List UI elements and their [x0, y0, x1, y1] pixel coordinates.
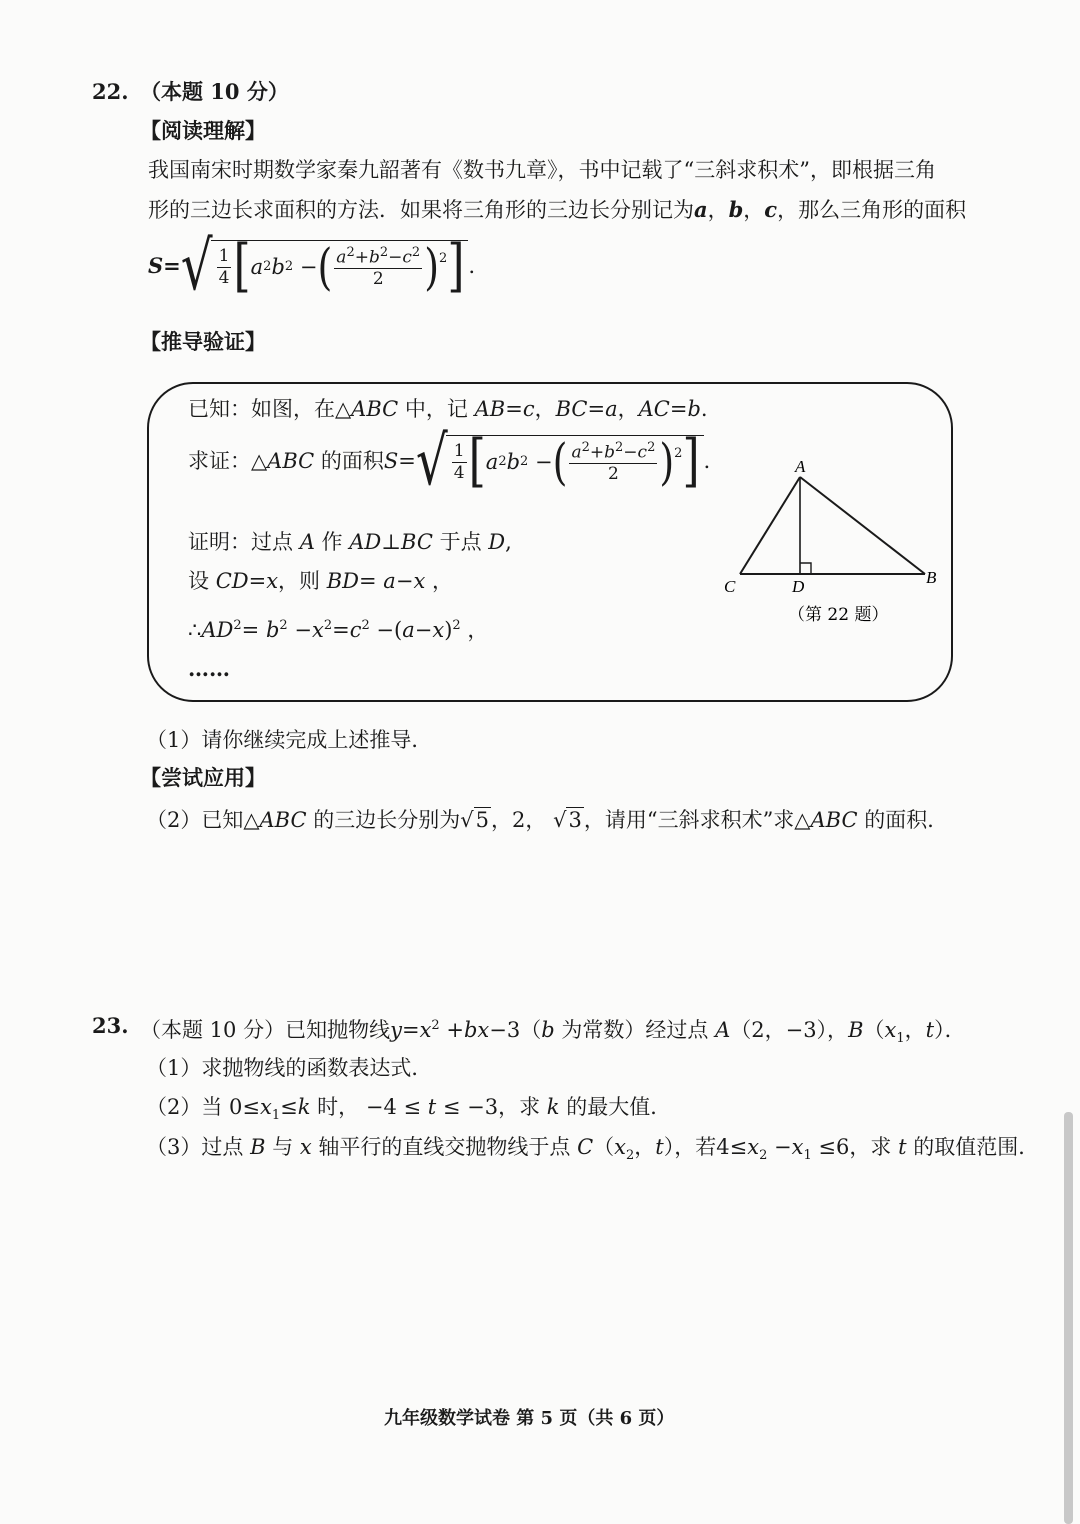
q23-part2-a: （2）当 [146, 1095, 223, 1119]
known-prefix: 已知：如图，在△ [188, 397, 352, 421]
heron-formula-1: S= √ $\frac{1}{4}$ [ a 2 b 2 − ( $\frac{a^2+b^2-c^2}{2}$ ) $^2$ ] ． [148, 226, 490, 305]
proof-line3: $\therefore AD^2= b^2 -x^2=c^2 -(a-x)^2$ ， [188, 618, 489, 642]
q22-part1: （1）请你继续完成上述推导． [146, 728, 433, 752]
q23-stem-d: （2，−3）， [730, 1018, 849, 1042]
known-line: 已知：如图，在△ABC 中，记 AB=c，BC=a，AC=b. [188, 397, 708, 421]
q23-part2-c: ，求 [498, 1095, 541, 1119]
q23-number: 23. [92, 1013, 129, 1038]
proof-line1-b: 作 [321, 530, 343, 554]
side-AB [800, 477, 925, 574]
q23-part3-d: （ [593, 1135, 615, 1159]
label-A: A [795, 457, 806, 476]
label-B: B [926, 568, 937, 587]
proof-ellipsis: …… [188, 656, 230, 681]
proof-line2-b: ，则 [278, 569, 321, 593]
q22-intro-line2-b: ，那么三角形的面积 [777, 198, 967, 222]
q23-part2-b: 时， [317, 1095, 360, 1119]
proof-line2-a: 设 [188, 569, 209, 593]
q22-number: 22. [92, 79, 129, 104]
proof-line1: 证明：过点 A 作 AD⊥BC 于点 D, [188, 530, 512, 554]
q23-stem-f: ）． [934, 1018, 966, 1042]
section-reading: 【阅读理解】 [140, 118, 266, 143]
q23-part3-a: （3）过点 [146, 1135, 244, 1159]
section-derive: 【推导验证】 [140, 329, 266, 354]
q23-part3-g: 的取值范围． [913, 1135, 1040, 1159]
label-D: D [792, 577, 805, 596]
page-footer: 九年级数学试卷 第 5 页（共 6 页） [384, 1408, 675, 1429]
q22-part2-d: 的面积． [864, 808, 949, 832]
q22-intro-line2: 形的三边长求面积的方法．如果将三角形的三边长分别记为a，b，c，那么三角形的面积 [148, 197, 967, 222]
proof-line1-a: 证明：过点 [188, 530, 293, 554]
right-angle-mark [800, 563, 811, 574]
q22-score: （本题 10 分） [140, 79, 289, 104]
q23-part2-d: 的最大值． [566, 1095, 672, 1119]
q23-part3-e: ），若 [663, 1135, 717, 1159]
side-AC [740, 477, 800, 574]
q22-intro-line2-a: 形的三边长求面积的方法．如果将三角形的三边长分别记为 [148, 198, 694, 222]
q22-part2-a: （2）已知△ [146, 808, 260, 832]
scrollbar[interactable] [1064, 1112, 1073, 1524]
proof-line1-c: 于点 [439, 530, 482, 554]
triangle-figure [700, 450, 960, 630]
label-C: C [724, 577, 736, 596]
q22-part2-c: ，请用“三斜求积术”求△ [583, 808, 811, 832]
formula-S-label: S= [148, 252, 181, 278]
q23-score: （本题 10 分） [140, 1018, 286, 1042]
q23-part3-b: 与 [272, 1135, 294, 1159]
figure-caption: （第 22 题） [788, 605, 889, 625]
q23-stem-b: （ [520, 1018, 542, 1042]
proof-line2: 设 CD=x，则 BD= a−x ， [188, 569, 453, 593]
prove-mid: 的面积 [320, 448, 384, 473]
q23-stem-c: 为常数）经过点 [561, 1018, 709, 1042]
prove-prefix: 求证：△ [188, 448, 268, 473]
q22-part2: （2）已知△ABC 的三边长分别为√5，2， √3，请用“三斜求积术”求△ABC 的面积． [146, 808, 949, 832]
proof-line3-a: ∴ [188, 618, 202, 642]
q22-intro-line1: 我国南宋时期数学家秦九韶著有《数书九章》，书中记载了“三斜求积术”，即根据三角 [148, 158, 936, 182]
q23-stem-e: （ [863, 1018, 885, 1042]
q23-part1: （1）求抛物线的函数表达式． [146, 1056, 433, 1080]
section-apply: 【尝试应用】 [140, 765, 266, 790]
q23-stem: （本题 10 分）已知抛物线$y=x^2 +bx-3(b$ 为常数）经过点 A（2，−3），$B(x_1$，t）． [140, 1018, 966, 1047]
prove-line: 求证：△ ABC 的面积 S = √ $\frac{1}{4}$ [ a 2 b 2 − ( $\frac{a^2+b^2-c^2}{2}$ ) $^2$ ] ． [188, 421, 725, 500]
q23-part2: （2）当 $0\le x_1\le k$ 时， −4 ≤ t ≤ −3，求 k 的最大值． [146, 1095, 672, 1124]
q23-part3: （3）过点 B 与 x 轴平行的直线交抛物线于点 $C(x_2$，t），若$4\le x_2 -x_1 \le 6$，求 t 的取值范围． [146, 1135, 1040, 1164]
q23-stem-a: 已知抛物线 [285, 1018, 391, 1042]
known-mid: 中，记 [404, 397, 468, 421]
q23-part3-c: 轴平行的直线交抛物线于点 [318, 1135, 571, 1159]
q23-part3-f: ，求 [849, 1135, 892, 1159]
q22-part2-b: 的三边长分别为 [313, 808, 461, 832]
